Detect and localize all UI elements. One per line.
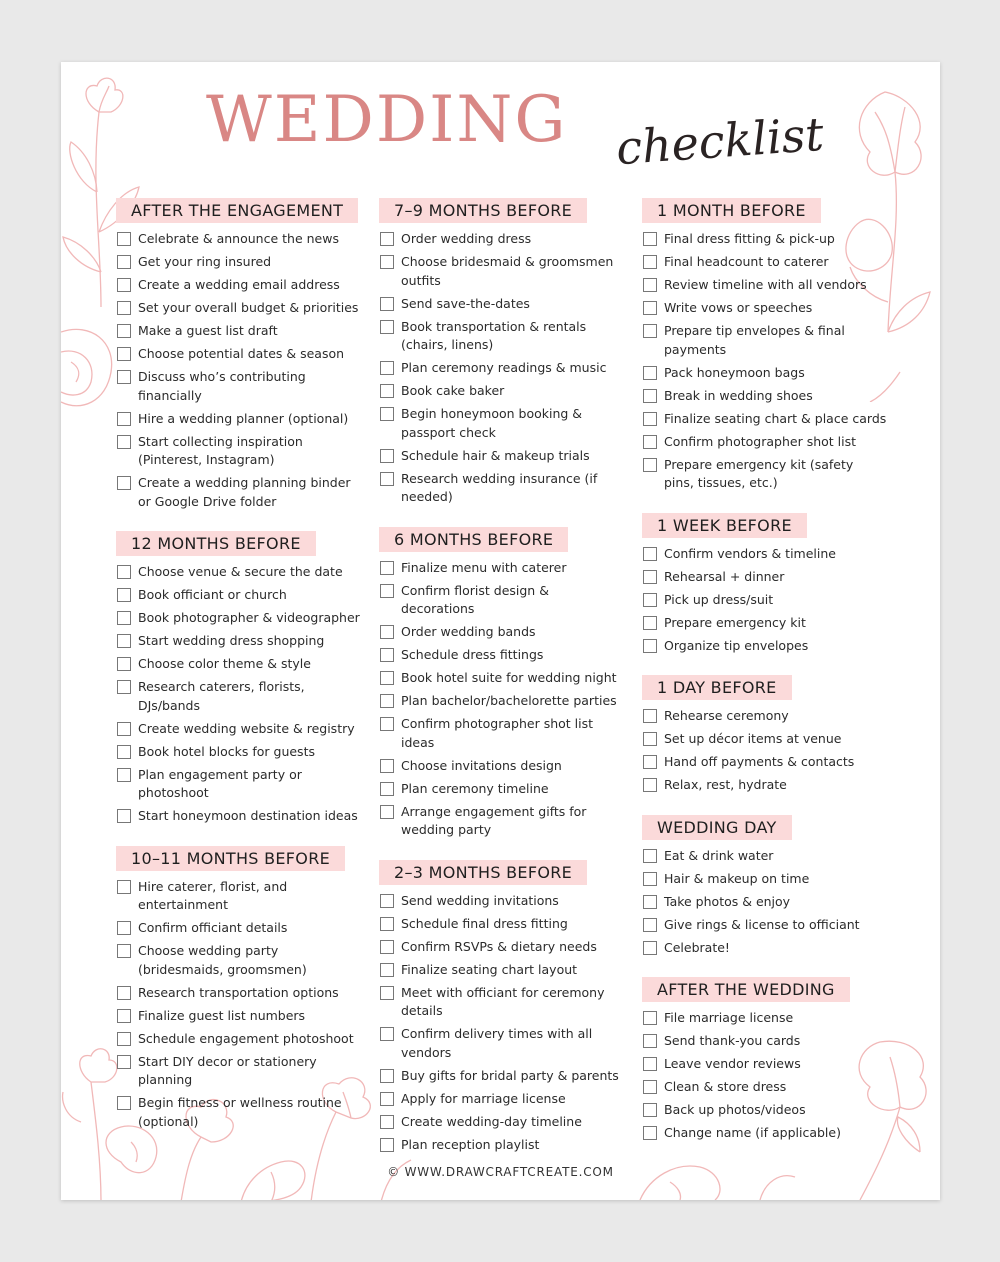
checklist-item <box>379 984 624 1021</box>
checklist-item <box>116 586 361 605</box>
checkbox[interactable] <box>117 680 131 694</box>
checklist-item <box>642 456 887 493</box>
page-title: WEDDING <box>206 83 568 157</box>
checkbox[interactable] <box>380 472 394 486</box>
checkbox[interactable] <box>380 648 394 662</box>
checklist-item-label: Apply for marriage license <box>401 1090 566 1106</box>
checkbox[interactable] <box>117 347 131 361</box>
checkbox[interactable] <box>380 297 394 311</box>
checklist-item-label: Pack honeymoon bags <box>664 364 805 380</box>
checklist-item <box>642 230 887 249</box>
checkbox[interactable] <box>643 570 657 584</box>
checkbox[interactable] <box>117 880 131 894</box>
checkbox[interactable] <box>117 986 131 1000</box>
checklist-item <box>379 915 624 934</box>
checkbox[interactable] <box>380 1115 394 1129</box>
checklist-item-label: Leave vendor reviews <box>664 1056 801 1071</box>
checklist-item <box>642 591 887 610</box>
checklist-item <box>379 405 624 442</box>
checkbox[interactable] <box>380 963 394 977</box>
checkbox[interactable] <box>117 745 131 759</box>
checkbox[interactable] <box>380 584 394 598</box>
checklist-item <box>116 878 361 915</box>
checklist-item-label: Organize tip envelopes <box>664 637 809 653</box>
checklist-column-2 <box>379 198 624 1174</box>
checklist-item-label: Book hotel suite for wedding night <box>401 670 617 685</box>
checkbox[interactable] <box>117 1096 131 1110</box>
checklist-item <box>379 230 624 249</box>
checkbox[interactable] <box>380 561 394 575</box>
checkbox[interactable] <box>117 435 131 449</box>
checklist-item-label: Book transportation & rentals (chairs, linens) <box>401 318 587 352</box>
checklist-item <box>379 803 624 840</box>
checkbox[interactable] <box>643 1080 657 1094</box>
checklist-item-label: Start collecting inspiration (Pinterest, Instagram) <box>138 433 303 467</box>
checklist-item <box>379 646 624 665</box>
checklist-item-label: Break in wedding shoes <box>664 387 813 403</box>
checkbox[interactable] <box>117 1009 131 1023</box>
checklist-item <box>642 253 887 272</box>
checklist-item <box>642 753 887 772</box>
checklist-item-label: Finalize seating chart layout <box>401 961 578 977</box>
checklist-item <box>116 563 361 582</box>
checklist-item-label: Book cake baker <box>401 383 505 398</box>
checklist-item-label: Create wedding website & registry <box>138 720 355 736</box>
checkbox[interactable] <box>380 717 394 731</box>
checkbox[interactable] <box>117 944 131 958</box>
checklist-section <box>379 198 624 507</box>
checkbox[interactable] <box>643 324 657 338</box>
checkbox[interactable] <box>643 732 657 746</box>
checkbox[interactable] <box>380 805 394 819</box>
checklist-section <box>642 198 887 493</box>
checklist-item-label: Start honeymoon destination ideas <box>138 808 358 823</box>
checklist-item <box>642 545 887 564</box>
checkbox[interactable] <box>643 639 657 653</box>
checklist-item-label: Celebrate & announce the news <box>138 231 339 246</box>
checklist-item-label: Plan bachelor/bachelorette parties <box>401 693 617 708</box>
checklist-item-label: Hire caterer, florist, and entertainment <box>138 878 288 912</box>
checklist-item-label: Finalize seating chart & place cards <box>664 410 887 426</box>
checklist-item-label: Plan ceremony timeline <box>401 780 549 796</box>
checklist-item-label: Make a guest list draft <box>138 323 278 338</box>
checklist-item-label: Book photographer & videographer <box>138 610 360 625</box>
checklist-item-label: Hire a wedding planner (optional) <box>138 410 349 426</box>
checklist-item <box>379 359 624 378</box>
checklist-item-label: Send wedding invitations <box>401 892 559 908</box>
checklist-item <box>379 692 624 711</box>
checklist-item <box>379 582 624 619</box>
checklist-item <box>642 847 887 866</box>
checklist-item <box>379 1113 624 1132</box>
checklist-item <box>642 299 887 318</box>
checklist-item <box>116 253 361 272</box>
checkbox[interactable] <box>117 1032 131 1046</box>
checklist-item <box>379 447 624 466</box>
checklist-item <box>116 655 361 674</box>
checkbox[interactable] <box>643 616 657 630</box>
checklist-item <box>116 678 361 715</box>
checklist-item <box>642 916 887 935</box>
checkbox[interactable] <box>643 755 657 769</box>
checklist-item <box>642 276 887 295</box>
checklist-item-label: Choose potential dates & season <box>138 346 345 361</box>
checklist-item-label: Meet with officiant for ceremony details <box>401 984 605 1018</box>
checkbox[interactable] <box>117 476 131 490</box>
checklist-item-label: Final dress fitting & pick-up <box>664 231 835 246</box>
checklist-item-label: Prepare emergency kit <box>664 614 806 630</box>
checklist-item <box>116 766 361 803</box>
checklist-item-label: Research caterers, florists, DJs/bands <box>138 679 305 713</box>
checklist-item <box>116 1030 361 1049</box>
checklist-item <box>116 1053 361 1090</box>
checklist-item <box>379 1136 624 1155</box>
checklist-item-label: Send save-the-dates <box>401 295 530 311</box>
checkbox[interactable] <box>117 634 131 648</box>
checklist-item <box>116 720 361 739</box>
checklist-item <box>379 253 624 290</box>
checklist-item-label: Confirm photographer shot list <box>664 433 857 449</box>
checklist-item-label: Hand off payments & contacts <box>664 754 855 769</box>
checklist-item <box>642 707 887 726</box>
checklist-item <box>379 669 624 688</box>
checkbox[interactable] <box>117 412 131 426</box>
checklist-item-label: Set your overall budget & priorities <box>138 300 359 315</box>
section-header: 10–11 MONTHS BEFORE <box>116 846 345 871</box>
checkbox[interactable] <box>380 320 394 334</box>
checklist-column-3 <box>642 198 887 1163</box>
checklist-item <box>379 382 624 401</box>
checkbox[interactable] <box>380 361 394 375</box>
checklist-item <box>642 893 887 912</box>
checkbox[interactable] <box>643 918 657 932</box>
checklist-item-label: Hair & makeup on time <box>664 870 810 886</box>
checklist-item-label: Celebrate! <box>664 939 730 955</box>
checklist-item-label: Rehearsal + dinner <box>664 568 785 584</box>
checkbox[interactable] <box>380 255 394 269</box>
checklist-item-label: File marriage license <box>664 1010 794 1025</box>
checklist-item <box>116 410 361 429</box>
checkbox[interactable] <box>643 593 657 607</box>
checkbox[interactable] <box>117 370 131 384</box>
checkbox[interactable] <box>643 366 657 380</box>
checklist-item-label: Plan engagement party or photoshoot <box>138 766 302 800</box>
checkbox[interactable] <box>643 232 657 246</box>
checklist-item-label: Confirm RSVPs & dietary needs <box>401 938 597 954</box>
checkbox[interactable] <box>117 611 131 625</box>
checklist-item <box>642 433 887 452</box>
checklist-item-label: Confirm florist design & decorations <box>401 582 549 616</box>
checklist-item <box>642 730 887 749</box>
checkbox[interactable] <box>643 278 657 292</box>
checklist-item <box>116 368 361 405</box>
checklist-item-label: Set up décor items at venue <box>664 731 842 746</box>
checklist-item-label: Plan reception playlist <box>401 1136 540 1152</box>
section-header: WEDDING DAY <box>642 815 792 840</box>
checkbox[interactable] <box>117 255 131 269</box>
checklist-item <box>642 637 887 656</box>
checklist-section <box>642 815 887 958</box>
page-subtitle-script: checklist <box>614 106 826 176</box>
checkbox[interactable] <box>380 407 394 421</box>
checkbox[interactable] <box>643 778 657 792</box>
checklist-item <box>379 780 624 799</box>
checklist-item <box>116 919 361 938</box>
checklist-item-label: Get your ring insured <box>138 254 272 269</box>
checklist-item-label: Choose wedding party (bridesmaids, groomsmen) <box>138 943 307 977</box>
section-header: 1 MONTH BEFORE <box>642 198 821 223</box>
section-header: 6 MONTHS BEFORE <box>379 527 568 552</box>
checkbox[interactable] <box>380 894 394 908</box>
checklist-item-label: Create wedding-day timeline <box>401 1113 582 1129</box>
checkbox[interactable] <box>643 1103 657 1117</box>
section-header: 2–3 MONTHS BEFORE <box>379 860 587 885</box>
checklist-item-label: Buy gifts for bridal party & parents <box>401 1067 619 1083</box>
checklist-item-label: Create a wedding planning binder or Google Drive folder <box>138 475 351 509</box>
checklist-item-label: Finalize menu with caterer <box>401 559 567 575</box>
checkbox[interactable] <box>380 917 394 931</box>
checklist-item <box>379 1090 624 1109</box>
checklist-item-label: Order wedding dress <box>401 231 532 246</box>
checklist-item <box>116 474 361 511</box>
checklist-item <box>642 1078 887 1097</box>
section-header: AFTER THE WEDDING <box>642 977 850 1002</box>
checklist-item-label: Confirm photographer shot list ideas <box>401 716 594 750</box>
checklist-item <box>379 892 624 911</box>
checklist-item-label: Confirm officiant details <box>138 920 288 935</box>
checklist-item <box>379 715 624 752</box>
checklist-item-label: Research wedding insurance (if needed) <box>401 470 598 504</box>
checklist-item-label: Schedule engagement photoshoot <box>138 1030 354 1046</box>
footer-credit: © WWW.DRAWCRAFTCREATE.COM <box>387 1165 614 1179</box>
checklist-item <box>116 1094 361 1131</box>
checklist-item-label: Research transportation options <box>138 984 339 1000</box>
checklist-item-label: Choose venue & secure the date <box>138 564 343 579</box>
checklist-item-label: Send thank-you cards <box>664 1033 801 1048</box>
checklist-item-label: Confirm vendors & timeline <box>664 545 836 561</box>
checklist-item-label: Clean & store dress <box>664 1079 787 1094</box>
checklist-item-label: Review timeline with all vendors <box>664 277 867 292</box>
checkbox[interactable] <box>117 324 131 338</box>
checkbox[interactable] <box>380 986 394 1000</box>
checkbox[interactable] <box>380 232 394 246</box>
checkbox[interactable] <box>117 809 131 823</box>
checklist-section <box>116 846 361 1132</box>
checkbox[interactable] <box>117 921 131 935</box>
checklist-item-label: Begin fitness or wellness routine (optional) <box>138 1095 342 1129</box>
checklist-item-label: Finalize guest list numbers <box>138 1007 306 1023</box>
checklist-page <box>61 62 940 1200</box>
checkbox[interactable] <box>117 657 131 671</box>
checklist-item <box>116 609 361 628</box>
checkbox[interactable] <box>117 232 131 246</box>
checkbox[interactable] <box>643 895 657 909</box>
checklist-item <box>642 1101 887 1120</box>
checklist-item-label: Final headcount to caterer <box>664 254 829 269</box>
checkbox[interactable] <box>380 782 394 796</box>
checklist-item-label: Begin honeymoon booking & passport check <box>401 406 583 440</box>
checklist-item <box>642 939 887 958</box>
checkbox[interactable] <box>117 278 131 292</box>
checklist-item-label: Choose bridesmaid & groomsmen outfits <box>401 254 614 288</box>
checklist-item <box>116 743 361 762</box>
checkbox[interactable] <box>117 768 131 782</box>
checklist-item <box>116 276 361 295</box>
checkbox[interactable] <box>380 1069 394 1083</box>
checklist-item-label: Order wedding bands <box>401 624 536 639</box>
checkbox[interactable] <box>643 547 657 561</box>
checklist-item <box>642 776 887 795</box>
checkbox[interactable] <box>643 458 657 472</box>
checkbox[interactable] <box>643 941 657 955</box>
checklist-item <box>642 410 887 429</box>
checklist-column-1 <box>116 198 361 1151</box>
checklist-item <box>642 1032 887 1051</box>
checklist-section <box>379 527 624 840</box>
checklist-item-label: Choose invitations design <box>401 757 562 773</box>
checkbox[interactable] <box>643 849 657 863</box>
checklist-item <box>116 1007 361 1026</box>
checklist-item-label: Rehearse ceremony <box>664 708 789 723</box>
checklist-item-label: Start DIY decor or stationery planning <box>138 1053 317 1087</box>
checkbox[interactable] <box>380 694 394 708</box>
checklist-item <box>642 364 887 383</box>
checklist-item-label: Eat & drink water <box>664 847 774 863</box>
checklist-item-label: Arrange engagement gifts for wedding party <box>401 803 587 837</box>
checklist-item <box>379 757 624 776</box>
checklist-item <box>642 322 887 359</box>
checklist-item <box>642 870 887 889</box>
checklist-item-label: Relax, rest, hydrate <box>664 777 787 792</box>
checklist-item-label: Take photos & enjoy <box>664 893 791 909</box>
checkbox[interactable] <box>380 940 394 954</box>
checklist-item-label: Schedule hair & makeup trials <box>401 447 590 463</box>
checkbox[interactable] <box>643 1034 657 1048</box>
checklist-section <box>642 977 887 1143</box>
checkbox[interactable] <box>380 625 394 639</box>
checkbox[interactable] <box>643 435 657 449</box>
checklist-item-label: Book hotel blocks for guests <box>138 743 315 759</box>
checklist-item-label: Back up photos/videos <box>664 1102 806 1117</box>
checklist-section <box>116 531 361 826</box>
checklist-item <box>379 470 624 507</box>
section-header: 1 DAY BEFORE <box>642 675 792 700</box>
checkbox[interactable] <box>643 872 657 886</box>
checklist-item <box>116 984 361 1003</box>
checkbox[interactable] <box>380 1092 394 1106</box>
checkbox[interactable] <box>117 301 131 315</box>
section-header: AFTER THE ENGAGEMENT <box>116 198 358 223</box>
checkbox[interactable] <box>117 565 131 579</box>
checklist-section <box>379 860 624 1155</box>
checklist-item <box>116 322 361 341</box>
checklist-item-label: Plan ceremony readings & music <box>401 360 607 375</box>
checkbox[interactable] <box>643 1126 657 1140</box>
checklist-item <box>116 345 361 364</box>
checkbox[interactable] <box>380 759 394 773</box>
checkbox[interactable] <box>380 1138 394 1152</box>
checkbox[interactable] <box>380 671 394 685</box>
checkbox[interactable] <box>643 709 657 723</box>
checklist-item <box>116 632 361 651</box>
checklist-item-label: Prepare emergency kit (safety pins, tissues, etc.) <box>664 456 854 490</box>
checklist-item-label: Change name (if applicable) <box>664 1125 841 1140</box>
checklist-item-label: Choose color theme & style <box>138 656 311 671</box>
checkbox[interactable] <box>117 1055 131 1069</box>
checklist-item-label: Start wedding dress shopping <box>138 633 325 648</box>
checklist-item <box>379 1067 624 1086</box>
checklist-item-label: Confirm delivery times with all vendors <box>401 1026 593 1060</box>
checklist-item <box>379 623 624 642</box>
checklist-item-label: Schedule final dress fitting <box>401 915 568 931</box>
checklist-item-label: Pick up dress/suit <box>664 591 774 607</box>
checklist-item-label: Prepare tip envelopes & final payments <box>664 323 845 357</box>
checklist-item-label: Write vows or speeches <box>664 300 813 315</box>
checkbox[interactable] <box>380 1027 394 1041</box>
checkbox[interactable] <box>117 722 131 736</box>
section-header: 1 WEEK BEFORE <box>642 513 807 538</box>
checklist-item <box>116 807 361 826</box>
checkbox[interactable] <box>643 1057 657 1071</box>
section-header: 7–9 MONTHS BEFORE <box>379 198 587 223</box>
checklist-item <box>642 614 887 633</box>
checklist-item <box>116 299 361 318</box>
checklist-item <box>642 387 887 406</box>
checklist-section <box>642 513 887 656</box>
checklist-item <box>642 568 887 587</box>
checklist-item <box>116 433 361 470</box>
checklist-item <box>379 295 624 314</box>
checkbox[interactable] <box>643 301 657 315</box>
checklist-item-label: Schedule dress fittings <box>401 647 544 662</box>
checklist-item <box>642 1124 887 1143</box>
checkbox[interactable] <box>380 449 394 463</box>
checklist-item-label: Discuss who’s contributing financially <box>138 369 306 403</box>
checkbox[interactable] <box>643 389 657 403</box>
checklist-item-label: Create a wedding email address <box>138 277 340 292</box>
checklist-item <box>642 1055 887 1074</box>
checkbox[interactable] <box>643 1011 657 1025</box>
checkbox[interactable] <box>380 384 394 398</box>
checkbox[interactable] <box>117 588 131 602</box>
checklist-item <box>379 1025 624 1062</box>
checklist-item <box>379 961 624 980</box>
checklist-item-label: Give rings & license to officiant <box>664 916 860 932</box>
checklist-item <box>116 942 361 979</box>
checklist-item <box>116 230 361 249</box>
checklist-item <box>642 1009 887 1028</box>
checklist-item-label: Book officiant or church <box>138 587 287 602</box>
checklist-section <box>642 675 887 795</box>
checklist-item <box>379 559 624 578</box>
checkbox[interactable] <box>643 255 657 269</box>
checklist-item <box>379 938 624 957</box>
section-header: 12 MONTHS BEFORE <box>116 531 316 556</box>
checklist-item <box>379 318 624 355</box>
checklist-section <box>116 198 361 511</box>
checkbox[interactable] <box>643 412 657 426</box>
